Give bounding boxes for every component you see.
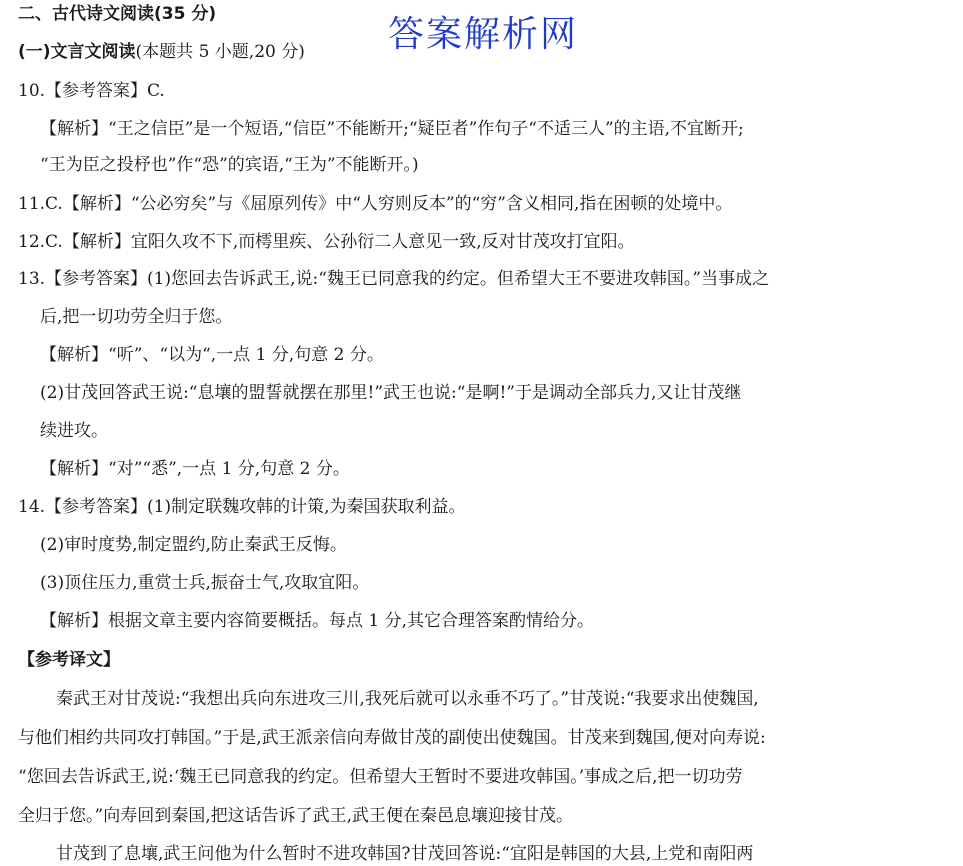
translation-line-2: 与他们相约共同攻打韩国。”于是,武王派亲信向寿做甘茂的副使出使魏国。甘茂来到魏国,便对向寿说: xyxy=(18,728,766,748)
answer-line-14-3: (3)顶住压力,重赏士兵,振奋士气,攻取宜阳。 xyxy=(40,573,370,593)
answer-line-10-analysis-2: “王为臣之投杼也”作“恐”的宾语,“王为”不能断开。) xyxy=(40,155,419,175)
answer-line-13-analysis-2: 【解析】“对”“悉”,一点 1 分,句意 2 分。 xyxy=(40,459,350,479)
subsection-title-rest: (本题共 5 小题,20 分) xyxy=(135,42,305,62)
answer-line-13-1: 13.【参考答案】(1)您回去告诉武王,说:“魏王已同意我的约定。但希望大王不要进攻韩国。”当事成之 xyxy=(18,269,770,289)
translation-line-3: “您回去告诉武王,说:‘魏王已同意我的约定。但希望大王暂时不要进攻韩国。’事成之后,把一切功劳 xyxy=(18,767,743,787)
answer-line-13-analysis-1: 【解析】“听”、“以为“,一点 1 分,句意 2 分。 xyxy=(40,345,384,365)
watermark: 答案解析网 xyxy=(388,14,579,55)
translation-heading: 【参考译文】 xyxy=(18,650,120,670)
subsection-title xyxy=(18,40,305,64)
answer-line-13-2: (2)甘茂回答武王说:“息壤的盟誓就摆在那里!”武王也说:“是啊!”于是调动全部兵力,又让甘茂继 xyxy=(40,383,742,403)
answer-line-10: 10.【参考答案】C. xyxy=(18,81,165,101)
answer-line-13-2-cont: 续进攻。 xyxy=(40,421,108,441)
section-title: 二、古代诗文阅读(35 分) xyxy=(18,4,217,24)
translation-line-5: 甘茂到了息壤,武王问他为什么暂时不进攻韩国?甘茂回答说:“宜阳是韩国的大县,上党和南阳两 xyxy=(56,844,754,864)
translation-line-4: 全归于您。”向寿回到秦国,把这话告诉了武王,武王便在秦邑息壤迎接甘茂。 xyxy=(18,806,573,826)
answer-line-12: 12.C.【解析】宜阳久攻不下,而樗里疾、公孙衍二人意见一致,反对甘茂攻打宜阳。 xyxy=(18,232,635,252)
answer-line-14-analysis: 【解析】根据文章主要内容简要概括。每点 1 分,其它合理答案酌情给分。 xyxy=(40,611,595,631)
translation-line-1: 秦武王对甘茂说:“我想出兵向东进攻三川,我死后就可以永垂不巧了。”甘茂说:“我要求出使魏国, xyxy=(56,689,759,709)
answer-line-11: 11.C.【解析】“公必穷矣”与《屈原列传》中“人穷则反本”的“穷”含义相同,指在困顿的处境中。 xyxy=(18,194,733,214)
subsection-title-bold: (一)文言文阅读 xyxy=(18,42,136,62)
answer-line-14-2: (2)审时度势,制定盟约,防止秦武王反悔。 xyxy=(40,535,347,555)
answer-line-10-analysis-1: 【解析】“王之信臣”是一个短语,“信臣”不能断开;“疑臣者”作句子“不适三人”的主语,不宜断开; xyxy=(40,119,744,139)
answer-line-14-1: 14.【参考答案】(1)制定联魏攻韩的计策,为秦国获取利益。 xyxy=(18,497,466,517)
answer-line-13-1-cont: 后,把一切功劳全归于您。 xyxy=(40,307,233,327)
